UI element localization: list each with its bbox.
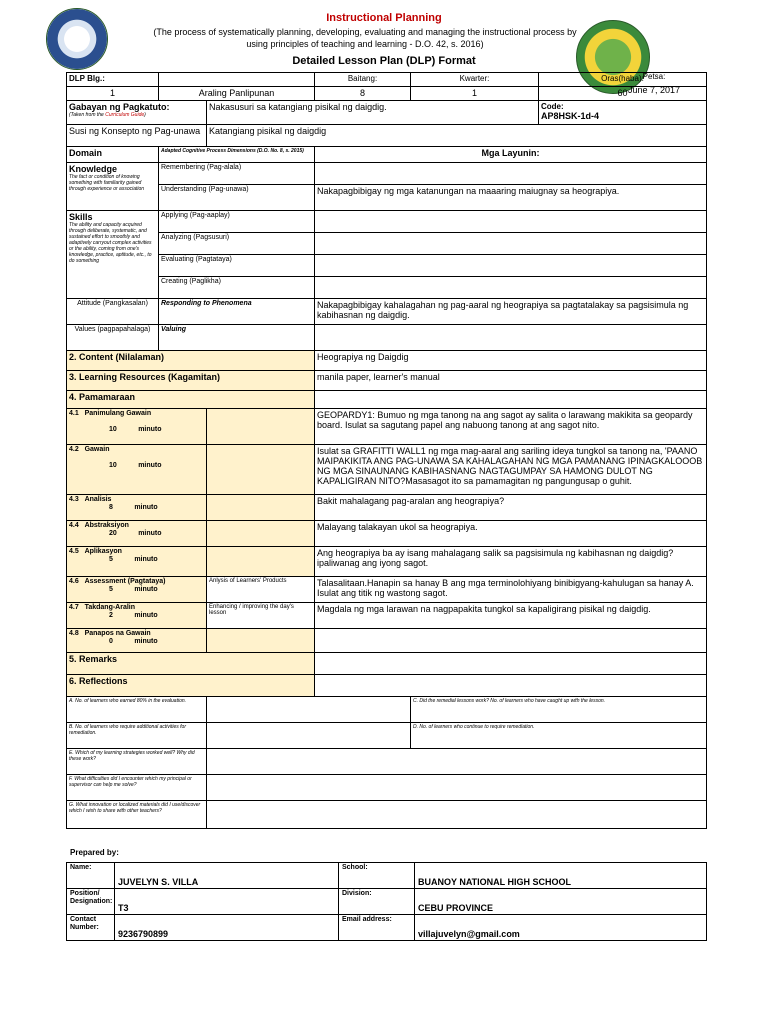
step-mid: Enhancing / improving the day's lesson — [207, 603, 315, 629]
step-minutes: 5 — [109, 556, 113, 563]
subject-value: Araling Panlipunan — [159, 87, 315, 101]
step-text: Talasalitaan.Hanapin sa hanay B ang mga terminolohiyang binibigyang-kahulugan sa hanay A. Isulat ang titik ng wastong sagot. — [315, 577, 707, 603]
reflection-a: A. No. of learners who earned 80% in the evaluation. — [67, 697, 207, 723]
values-value — [315, 325, 707, 351]
content-label: 2. Content (Nilalaman) — [67, 351, 315, 371]
position-label: Position/ Designation: — [67, 889, 115, 915]
step-num: 4.3 — [69, 496, 79, 503]
baitang-label: Baitang: — [315, 73, 411, 87]
code-value: AP8HSK-1d-4 — [541, 111, 600, 121]
step-unit: minuto — [134, 612, 158, 619]
step-name-cell — [67, 445, 207, 495]
attitude-label: Attitude (Pangkasalan) — [67, 299, 159, 325]
step-minutes: 5 — [109, 586, 113, 593]
step-spacer — [207, 409, 315, 445]
step-num: 4.2 — [69, 446, 79, 453]
layunin-label: Mga Layunin: — [315, 147, 707, 163]
step-unit: minuto — [134, 556, 158, 563]
step-name: Analisis — [84, 496, 112, 503]
values-process: Valuing — [159, 325, 315, 351]
step-num: 4.1 — [69, 410, 79, 417]
step-mid: Anlysis of Learners' Products — [207, 577, 315, 603]
knowledge-cell — [67, 163, 159, 211]
analyzing-label: Analyzing (Pagsusuri) — [159, 233, 315, 255]
division-label: Division: — [339, 889, 415, 915]
creating-label: Creating (Paglikha) — [159, 277, 315, 299]
position-value: T3 — [115, 889, 339, 915]
reflection-e-answer — [207, 749, 707, 775]
step-name-cell — [67, 495, 207, 521]
step-unit: minuto — [134, 586, 158, 593]
step-unit: minuto — [138, 530, 162, 537]
evaluating-label: Evaluating (Pagtataya) — [159, 255, 315, 277]
step-text: Bakit mahalagang pag-aralan ang heograpiya? — [315, 495, 707, 521]
step-minutes: 2 — [109, 612, 113, 619]
petsa-overlay — [604, 72, 704, 95]
step-unit: minuto — [134, 504, 158, 511]
kwarter-value: 1 — [411, 87, 539, 101]
step-spacer — [207, 445, 315, 495]
step-name: Gawain — [84, 446, 110, 453]
reflection-f: F. What difficulties did I encounter which my principal or supervisor can help me solve? — [67, 775, 207, 801]
reflection-b: B. No. of learners who require additional activities for remediation. — [67, 723, 207, 749]
values-label: Values (pagpapahalaga) — [67, 325, 159, 351]
knowledge-desc: The fact or condition of knowing something with familiarity gained through experience or association — [69, 174, 145, 192]
school-value: BUANOY NATIONAL HIGH SCHOOL — [415, 863, 707, 889]
step-name: Panapos na Gawain — [84, 630, 151, 637]
contact-value: 9236790899 — [115, 915, 339, 941]
form-title: Detailed Lesson Plan (DLP) Format — [292, 55, 476, 67]
step-num: 4.7 — [69, 604, 79, 611]
step-minutes: 20 — [109, 530, 117, 537]
step-minutes: 10 — [109, 462, 117, 469]
step-num: 4.8 — [69, 630, 79, 637]
step-unit: minuto — [134, 638, 158, 645]
reflection-a-answer — [207, 697, 411, 723]
step-spacer — [207, 495, 315, 521]
step-text: Isulat sa GRAFITTI WALL1 ng mga mag-aaral ang sariling ideya tungkol sa tanong na, 'PAANO MAIPAKIKITA ANG PAG-UNAWA SA KAHALAGAHAN NG MGA PAMANANG IPINAGKALOOOB NG MGA SINAUNANG KABIHASNANG NAGTAGUMPAY SA HAMONG DULOT NG KAPALIGIRAN NITO?Masasagot ito sa pamamagitan ng pangungusap o guhit. — [315, 445, 707, 495]
step-row-4 — [67, 521, 707, 547]
step-num: 4.4 — [69, 522, 79, 529]
reflection-g: G. What innovation or localized materials did I use/discover which I wish to share with other teachers? — [67, 801, 207, 829]
contact-label: Contact Number: — [67, 915, 115, 941]
step-row-1 — [67, 409, 707, 445]
step-text: Magdala ng mga larawan na nagpapakita tungkol sa kapaligirang pisikal ng daigdig. — [315, 603, 707, 629]
pamamaraan-value — [315, 391, 707, 409]
step-unit: minuto — [138, 426, 162, 433]
gabayan-value: Nakasusuri sa katangiang pisikal ng daigdig. — [207, 101, 539, 125]
prepared-by-table — [66, 862, 707, 941]
susi-value: Katangiang pisikal ng daigdig — [207, 125, 707, 147]
petsa-label: Petsa: — [642, 72, 666, 81]
division-value: CEBU PROVINCE — [415, 889, 707, 915]
domain-label: Domain — [67, 147, 159, 163]
step-spacer — [207, 521, 315, 547]
step-text: Ang heograpiya ba ay isang mahalagang salik sa pagsisimula ng kabihasnan ng daigdig? ipaliwanag ang iyong sagot. — [315, 547, 707, 577]
kwarter-label: Kwarter: — [411, 73, 539, 87]
step-text: GEOPARDY1: Bumuo ng mga tanong na ang sagot ay salita o larawang makikita sa geopardy board. Isulat sa sagutang papel ang nabuong tanong at ang sagot nito. — [315, 409, 707, 445]
prepared-by-label: Prepared by: — [70, 848, 119, 857]
oras-value: 60 — [539, 87, 707, 101]
content-value: Heograpiya ng Daigdig — [315, 351, 707, 371]
step-row-3 — [67, 495, 707, 521]
email-value[interactable]: villajuvelyn@gmail.com — [415, 915, 707, 941]
skills-desc: The ability and capacity acquired through deliberate, systematic, and sustained effort to smoothly and adaptively carryout complex activities or the ability, coming from one's knowledge, practice, aptitude, etc., to do something — [69, 222, 152, 264]
step-name: Aplikasyon — [84, 548, 122, 555]
header-subtitle: (The process of systematically planning, developing, evaluating and managing the instructional process by using principles of teaching and learning - D.O. 42, s. 2016) — [153, 27, 577, 49]
header-title: Instructional Planning — [326, 12, 442, 24]
school-label: School: — [339, 863, 415, 889]
knowledge-label: Knowledge — [69, 164, 118, 174]
step-row-2 — [67, 445, 707, 495]
step-row-6 — [67, 577, 707, 603]
remarks-value — [315, 653, 707, 675]
petsa-value: June 7, 2017 — [627, 85, 681, 95]
reflection-g-answer — [207, 801, 707, 829]
step-row-5 — [67, 547, 707, 577]
step-name: Assessment (Pagtataya) — [84, 578, 166, 585]
reflections-value — [315, 675, 707, 697]
resources-value: manila paper, learner's manual — [315, 371, 707, 391]
name-label: Name: — [67, 863, 115, 889]
analyzing-value — [315, 233, 707, 255]
skills-cell — [67, 211, 159, 299]
understanding-label: Understanding (Pag-unawa) — [159, 185, 315, 211]
resources-label: 3. Learning Resources (Kagamitan) — [67, 371, 315, 391]
step-row-7 — [67, 603, 707, 629]
step-spacer — [207, 547, 315, 577]
step-name: Panimulang Gawain — [84, 410, 152, 417]
applying-label: Applying (Pag-aaplay) — [159, 211, 315, 233]
gabayan-label: Gabayan ng Pagkatuto: — [69, 102, 170, 112]
creating-value — [315, 277, 707, 299]
attitude-value: Nakapagbibigay kahalagahan ng pag-aaral ng heograpiya sa pagtatalakay sa pagsisimula ng kabihasnan ng daigdig. — [315, 299, 707, 325]
skills-label: Skills — [69, 212, 93, 222]
step-name-cell — [67, 547, 207, 577]
susi-label: Susi ng Konsepto ng Pag-unawa — [67, 125, 207, 147]
dlp-label: DLP Blg.: — [67, 73, 159, 87]
applying-value — [315, 211, 707, 233]
step-name-cell — [67, 629, 207, 653]
evaluating-value — [315, 255, 707, 277]
email-label: Email address: — [339, 915, 415, 941]
remembering-value — [315, 163, 707, 185]
reflection-e: E. Which of my learning strategies worked well? Why did these work? — [67, 749, 207, 775]
dlp-value: 1 — [67, 87, 159, 101]
step-name-cell — [67, 603, 207, 629]
step-row-8 — [67, 629, 707, 653]
reflections-label: 6. Reflections — [67, 675, 315, 697]
gabayan-note-suffix: ) — [144, 112, 146, 118]
step-minutes: 10 — [109, 426, 117, 433]
gabayan-note-prefix: (Taken from the — [69, 112, 106, 118]
step-minutes: 8 — [109, 504, 113, 511]
oras-label: Oras(haba): — [539, 73, 707, 87]
remarks-label: 5. Remarks — [67, 653, 315, 675]
step-text — [315, 629, 707, 653]
lesson-plan-table — [66, 72, 707, 829]
process-label: Adapted Cognitive Process Dimensions (D.O. No. 8, s. 2015) — [159, 147, 315, 163]
step-num: 4.5 — [69, 548, 79, 555]
pamamaraan-label: 4. Pamamaraan — [67, 391, 315, 409]
reflection-f-answer — [207, 775, 707, 801]
reflection-d: D. No. of learners who continue to require remediation. — [411, 723, 707, 749]
step-name-cell — [67, 521, 207, 547]
document-header — [0, 0, 768, 70]
remembering-label: Remembering (Pag-alala) — [159, 163, 315, 185]
step-name: Abstraksiyon — [84, 522, 129, 529]
name-value: JUVELYN S. VILLA — [115, 863, 339, 889]
code-label: Code: — [541, 102, 564, 111]
step-unit: minuto — [138, 462, 162, 469]
blank-cell — [159, 73, 315, 87]
step-name: Takdang-Aralin — [84, 604, 136, 611]
step-name-cell — [67, 409, 207, 445]
reflection-c: C. Did the remedial lessons work? No. of learners who have caught up with the lesson. — [411, 697, 707, 723]
understanding-value: Nakapagbibigay ng mga katanungan na maaaring maiugnay sa heograpiya. — [315, 185, 707, 211]
gabayan-cell — [67, 101, 207, 125]
curriculum-guide-link: Curriculum Guide — [105, 112, 145, 118]
baitang-value: 8 — [315, 87, 411, 101]
step-minutes: 0 — [109, 638, 113, 645]
step-num: 4.6 — [69, 578, 79, 585]
step-spacer — [207, 629, 315, 653]
code-cell — [539, 101, 707, 125]
attitude-process: Responding to Phenomena — [159, 299, 315, 325]
reflection-b-answer — [207, 723, 411, 749]
step-text: Malayang talakayan ukol sa heograpiya. — [315, 521, 707, 547]
step-name-cell — [67, 577, 207, 603]
